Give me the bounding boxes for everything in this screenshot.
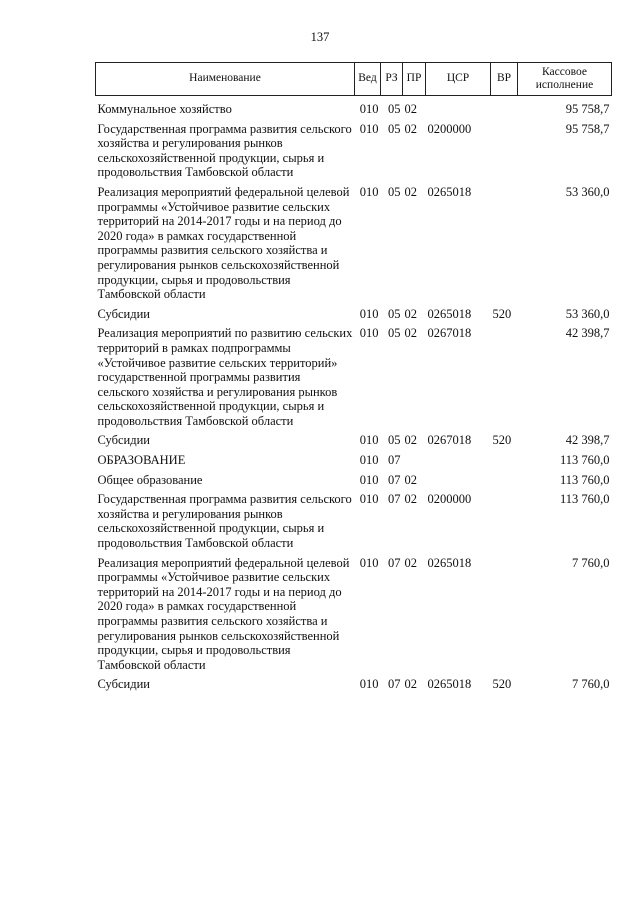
page-number: 137 [310, 30, 330, 44]
row-csr: 0265018 [427, 555, 472, 570]
row-sum: 53 360,0 [565, 184, 610, 199]
row-name: Реализация мероприятий федеральной целевой программы «Устойчивое развитие сельских территорий на 2014-2017 годы и на период до 2020 года» в рамках государственной программы развития сельского хозяйства и регулирования рынков сельскохозяйственной продукции, сырья и продовольствия Тамбовской области [97, 184, 350, 302]
row-ved: 010 [359, 102, 379, 116]
row-name: Реализация мероприятий по развитию сельских территорий в рамках подпрограммы «Устойчивое развитие сельских территорий» государственной программы развития сельского хозяйства и регулирования рынков сельскохозяйственной продукции, сырья и продовольствия Тамбовской области [97, 326, 353, 428]
row-rz: 05 [388, 433, 401, 448]
row-rz: 05 [388, 326, 401, 341]
row-ved: 010 [359, 472, 379, 487]
row-pr: 02 [404, 677, 417, 692]
table-row [96, 433, 612, 453]
row-name: Коммунальное хозяйство [97, 102, 232, 116]
table-row [96, 492, 612, 555]
row-ved: 010 [359, 555, 379, 570]
row-ved: 010 [359, 306, 379, 321]
row-vr [491, 185, 518, 307]
table-row [96, 326, 612, 433]
row-pr: 02 [404, 102, 417, 116]
row-name: Реализация мероприятий федеральной целевой программы «Устойчивое развитие сельских территорий на 2014-2017 годы и на период до 2020 года» в рамках государственной программы развития сельского хозяйства и регулирования рынков сельскохозяйственной продукции, сырья и продовольствия Тамбовской области [97, 555, 350, 672]
column-header-vr: ВР [491, 63, 518, 96]
column-header-csr: ЦСР [426, 63, 491, 96]
table-row [96, 453, 612, 473]
row-sum: 95 758,7 [565, 102, 610, 116]
row-vr [491, 96, 518, 122]
row-sum: 113 760,0 [559, 453, 610, 468]
row-name: ОБРАЗОВАНИЕ [97, 453, 186, 468]
row-pr: 02 [404, 433, 417, 448]
row-pr: 02 [404, 121, 417, 136]
row-rz: 07 [388, 677, 401, 692]
row-ved: 010 [359, 492, 379, 507]
row-sum: 113 760,0 [559, 472, 610, 487]
row-csr: 0267018 [427, 326, 472, 341]
row-name: Субсидии [97, 306, 150, 321]
row-vr [491, 122, 518, 185]
row-ved: 010 [359, 433, 379, 448]
row-rz: 07 [388, 492, 401, 507]
table-row [96, 556, 612, 678]
row-vr: 520 [492, 306, 512, 321]
row-ved: 010 [359, 326, 379, 341]
budget-table [95, 62, 612, 697]
row-sum: 42 398,7 [565, 326, 610, 341]
column-header-pr: ПР [403, 63, 426, 96]
row-rz: 05 [388, 184, 401, 199]
column-header-rz: РЗ [381, 63, 403, 96]
row-sum: 113 760,0 [559, 492, 610, 507]
table-row [96, 122, 612, 185]
row-pr: 02 [404, 492, 417, 507]
table-header-row [96, 63, 612, 96]
row-csr: 0265018 [427, 677, 472, 692]
column-header-name: Наименование [96, 63, 355, 96]
row-csr: 0267018 [427, 433, 472, 448]
row-rz: 07 [388, 555, 401, 570]
table-row [96, 307, 612, 327]
row-vr [491, 473, 518, 493]
row-csr [426, 453, 491, 473]
row-vr: 520 [492, 433, 512, 448]
row-csr [426, 473, 491, 493]
row-rz: 07 [388, 472, 401, 487]
table-row [96, 677, 612, 697]
row-pr: 02 [404, 184, 417, 199]
row-rz: 05 [388, 102, 401, 116]
row-sum: 7 760,0 [572, 555, 610, 570]
row-pr: 02 [404, 555, 417, 570]
row-pr: 02 [404, 326, 417, 341]
row-csr [426, 96, 491, 122]
row-rz: 05 [388, 306, 401, 321]
row-pr [403, 453, 426, 473]
row-ved: 010 [359, 677, 379, 692]
row-vr [491, 453, 518, 473]
table-row [96, 185, 612, 307]
row-pr: 02 [404, 472, 417, 487]
row-name: Государственная программа развития сельского хозяйства и регулирования рынков сельскохозяйственной продукции, сырья и продовольствия Тамбовской области [97, 492, 352, 551]
row-sum: 7 760,0 [572, 677, 610, 692]
row-ved: 010 [359, 121, 379, 136]
row-csr: 0265018 [427, 306, 472, 321]
row-ved: 010 [359, 453, 379, 468]
row-sum: 95 758,7 [565, 121, 610, 136]
row-name: Субсидии [97, 433, 150, 448]
column-header-ved: Вед [355, 63, 381, 96]
row-rz: 07 [388, 453, 401, 468]
row-vr [491, 492, 518, 555]
row-vr [491, 326, 518, 433]
row-name: Государственная программа развития сельского хозяйства и регулирования рынков сельскохозяйственной продукции, сырья и продовольствия Тамбовской области [97, 121, 352, 180]
row-csr: 0200000 [427, 492, 472, 507]
row-sum: 53 360,0 [565, 306, 610, 321]
row-pr: 02 [404, 306, 417, 321]
table-row [96, 96, 612, 122]
row-vr: 520 [492, 677, 512, 692]
row-sum: 42 398,7 [565, 433, 610, 448]
row-name: Субсидии [97, 677, 150, 692]
row-rz: 05 [388, 121, 401, 136]
row-csr: 0265018 [427, 184, 472, 199]
row-ved: 010 [359, 184, 379, 199]
table-row [96, 473, 612, 493]
row-name: Общее образование [97, 472, 203, 487]
column-header-sum: Кассовое исполнение [518, 63, 612, 96]
row-vr [491, 556, 518, 678]
row-csr: 0200000 [427, 121, 472, 136]
